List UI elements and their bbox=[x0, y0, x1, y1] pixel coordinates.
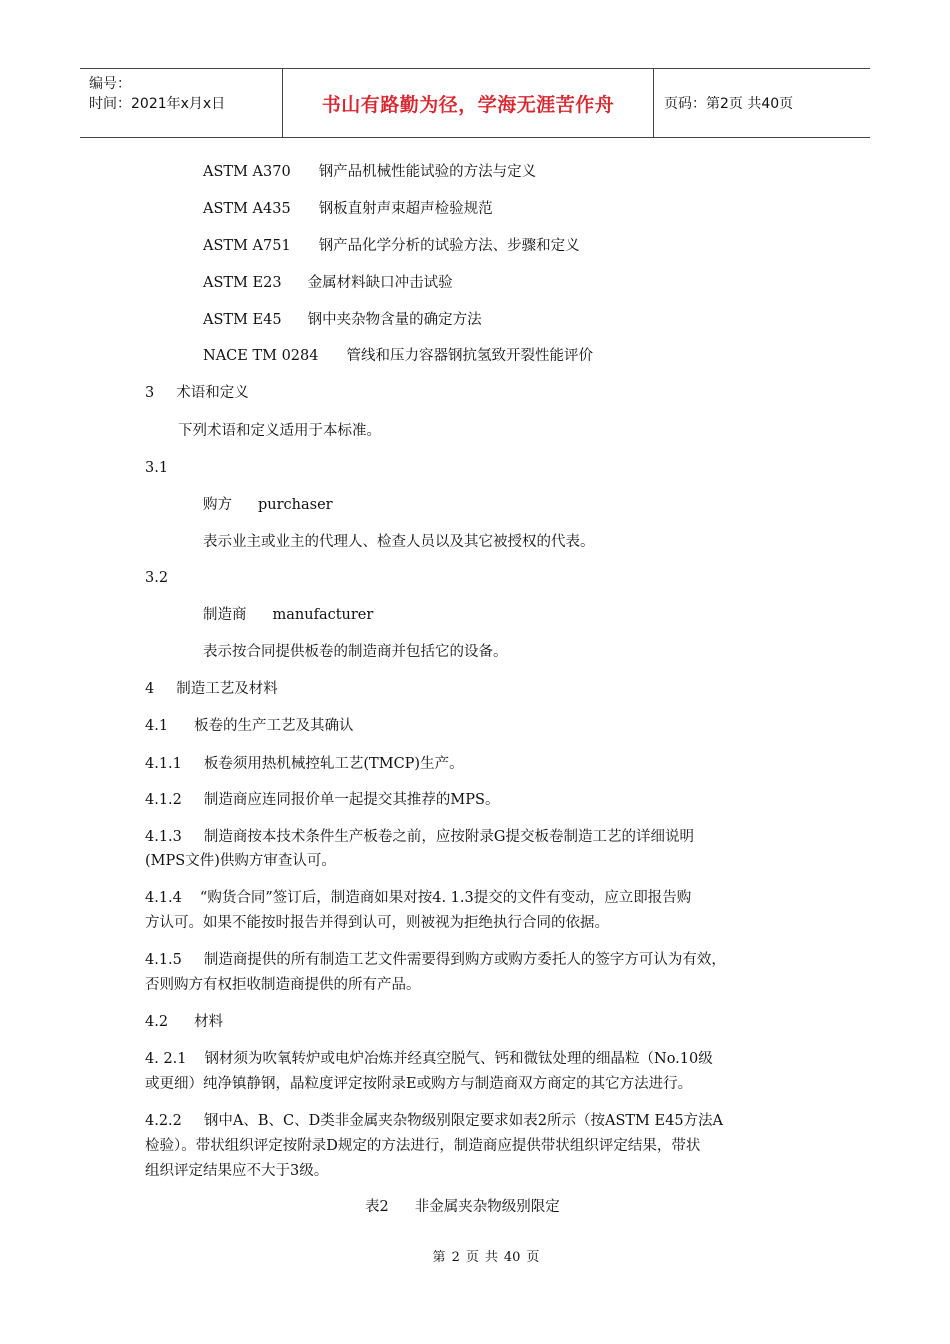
clause-number: 4.1.2 bbox=[145, 792, 182, 808]
clause bbox=[145, 790, 499, 810]
page-header bbox=[80, 68, 870, 138]
clause-number: 4.1.3 bbox=[145, 829, 182, 845]
standard-title: 管线和压力容器钢抗氢致开裂性能评价 bbox=[346, 348, 593, 364]
clause-continuation: 或更细）纯净镇静钢，晶粒度评定按附录E或购方与制造商双方商定的其它方法进行。 bbox=[145, 1076, 693, 1092]
clause-text: 制造商提供的所有制造工艺文件需要得到购方或购方委托人的签字方可认为有效， bbox=[203, 952, 726, 968]
footer-gong: 共 bbox=[484, 1250, 498, 1265]
subsection-number: 4.1 bbox=[145, 718, 169, 734]
header-motto: 书山有路勤为径，学海无涯苦作舟 bbox=[283, 69, 654, 137]
clause-continuation: 否则购方有权拒收制造商提供的所有产品。 bbox=[145, 977, 421, 993]
term-number: 3.2 bbox=[145, 570, 169, 586]
term-definition: 表示业主或业主的代理人、检查人员以及其它被授权的代表。 bbox=[203, 534, 595, 550]
standard-title: 钢产品机械性能试验的方法与定义 bbox=[318, 164, 537, 180]
standard-item bbox=[203, 346, 593, 366]
clause bbox=[145, 1049, 713, 1069]
footer-di: 第 bbox=[432, 1250, 446, 1265]
section-title: 制造工艺及材料 bbox=[176, 681, 278, 697]
standard-code: NACE TM 0284 bbox=[203, 348, 319, 364]
clause bbox=[145, 754, 464, 774]
header-page-info: 页码：第2页 共40页 bbox=[664, 96, 794, 112]
clause bbox=[145, 827, 694, 847]
footer-ye: 页 bbox=[465, 1250, 479, 1265]
footer-total-pages: 40 bbox=[503, 1250, 521, 1265]
subsection-title: 板卷的生产工艺及其确认 bbox=[194, 718, 354, 734]
term-en: purchaser bbox=[258, 497, 333, 513]
term-cn: 制造商 bbox=[203, 607, 247, 623]
standard-code: ASTM A435 bbox=[203, 201, 291, 217]
standard-title: 钢中夹杂物含量的确定方法 bbox=[307, 312, 482, 328]
section-heading bbox=[145, 383, 249, 403]
standard-item bbox=[203, 273, 453, 293]
clause-number: 4.1.4 bbox=[145, 890, 182, 906]
clause-text: 板卷须用热机械控轧工艺(TMCP)生产。 bbox=[203, 756, 464, 772]
footer-page-number: 2 bbox=[451, 1250, 460, 1265]
standard-item bbox=[203, 199, 493, 219]
clause-number: 4. 2.1 bbox=[145, 1051, 187, 1067]
subsection-heading bbox=[145, 1012, 223, 1032]
standard-code: ASTM E45 bbox=[203, 312, 282, 328]
clause-text: 制造商应连同报价单一起提交其推荐的MPS。 bbox=[203, 792, 500, 808]
clause bbox=[145, 950, 726, 970]
standard-code: ASTM A370 bbox=[203, 164, 291, 180]
table-number: 表2 bbox=[365, 1199, 389, 1215]
subsection-title: 材料 bbox=[194, 1014, 224, 1030]
section-title: 术语和定义 bbox=[176, 385, 249, 401]
term-en: manufacturer bbox=[272, 607, 374, 623]
clause-number: 4.1.5 bbox=[145, 952, 182, 968]
clause-continuation: 组织评定结果应不大于3级。 bbox=[145, 1163, 329, 1179]
table-caption bbox=[365, 1197, 560, 1217]
clause-text: 钢中A、B、C、D类非金属夹杂物级别限定要求如表2所示（按ASTM E45方法A bbox=[203, 1113, 724, 1129]
term-entry bbox=[203, 495, 333, 515]
term-definition: 表示按合同提供板卷的制造商并包括它的设备。 bbox=[203, 644, 508, 660]
standard-title: 钢板直射声束超声检验规范 bbox=[318, 201, 493, 217]
term-entry bbox=[203, 605, 373, 625]
footer-ye: 页 bbox=[526, 1250, 540, 1265]
clause-number: 4.2.2 bbox=[145, 1113, 182, 1129]
standard-code: ASTM A751 bbox=[203, 238, 291, 254]
clause-text: 钢材须为吹氧转炉或电炉冶炼并经真空脱气、钙和微钛处理的细晶粒（No.10级 bbox=[204, 1051, 713, 1067]
standard-item bbox=[203, 310, 482, 330]
clause-continuation: 方认可。如果不能按时报告并得到认可，则被视为拒绝执行合同的依据。 bbox=[145, 915, 609, 931]
section-heading bbox=[145, 679, 278, 699]
clause bbox=[145, 888, 691, 908]
section-number: 3 bbox=[145, 385, 155, 401]
table-title: 非金属夹杂物级别限定 bbox=[414, 1199, 560, 1215]
section-number: 4 bbox=[145, 681, 155, 697]
standard-code: ASTM E23 bbox=[203, 275, 282, 291]
standard-title: 金属材料缺口冲击试验 bbox=[307, 275, 453, 291]
header-meta bbox=[80, 69, 283, 137]
header-number-label: 编号： bbox=[89, 76, 131, 92]
page-footer bbox=[0, 1246, 950, 1265]
subsection-number: 4.2 bbox=[145, 1014, 169, 1030]
term-cn: 购方 bbox=[203, 497, 232, 513]
term-number: 3.1 bbox=[145, 460, 169, 476]
standard-title: 钢产品化学分析的试验方法、步骤和定义 bbox=[318, 238, 580, 254]
header-date: 时间：2021年x月x日 bbox=[89, 96, 226, 112]
subsection-heading bbox=[145, 716, 354, 736]
standard-item bbox=[203, 236, 580, 256]
clause-continuation: (MPS文件)供购方审查认可。 bbox=[145, 853, 336, 869]
clause-number: 4.1.1 bbox=[145, 756, 182, 772]
standard-item bbox=[203, 162, 536, 182]
paragraph: 下列术语和定义适用于本标准。 bbox=[178, 423, 381, 439]
clause-text: “购货合同”签订后，制造商如果对按4. 1.3提交的文件有变动，应立即报告购 bbox=[199, 890, 692, 906]
clause bbox=[145, 1111, 723, 1131]
clause-text: 制造商按本技术条件生产板卷之前，应按附录G提交板卷制造工艺的详细说明 bbox=[203, 829, 694, 845]
clause-continuation: 检验）。带状组织评定按附录D规定的方法进行，制造商应提供带状组织评定结果，带状 bbox=[145, 1138, 701, 1154]
